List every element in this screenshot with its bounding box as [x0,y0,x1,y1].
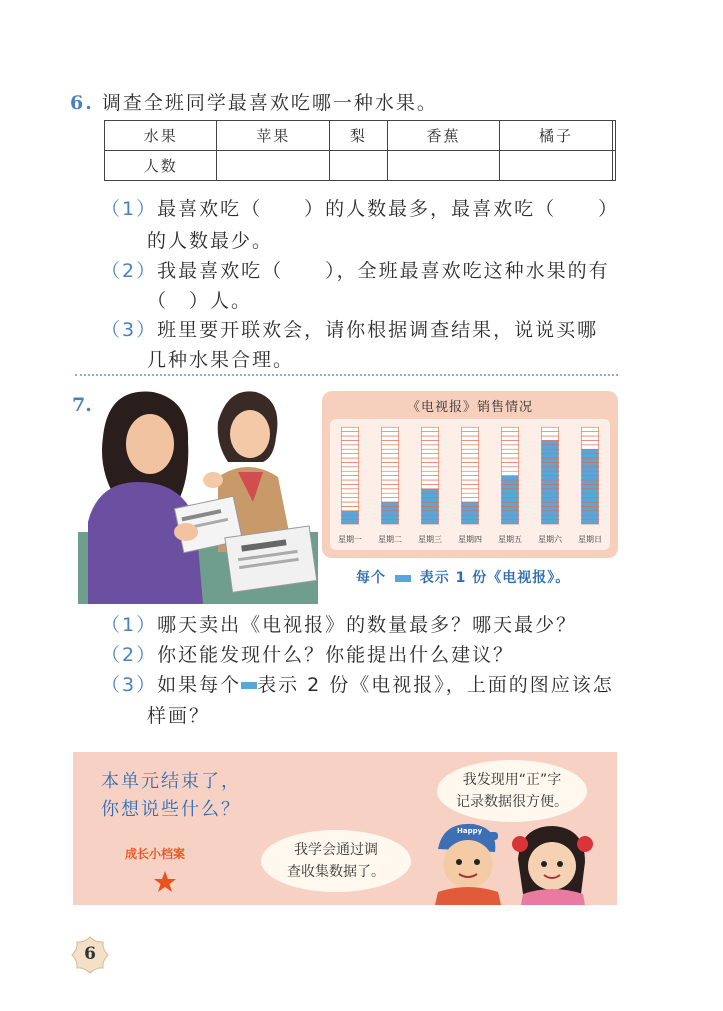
bar-cell-empty [502,445,519,449]
item-text: 我最喜欢吃（ ），全班最喜欢吃这种水果的有 [157,260,610,282]
bar-cell-filled [382,515,399,519]
item-text: 你还能发现什么？你能提出什么建议？ [157,644,515,666]
bar-cell-filled [502,476,519,480]
bar-cell-filled [502,484,519,488]
bar-cell-filled [542,502,559,506]
bar-cell-filled [502,506,519,510]
bar-cell-filled [342,515,359,519]
bubble-line: 查收集数据了。 [287,864,385,880]
bar-cell-empty [582,432,599,436]
speech-bubble-1 [437,760,587,822]
bar-cell-filled [502,520,519,524]
section-divider [75,374,618,376]
bar-cell-filled [582,480,599,484]
bar-cell-filled [582,476,599,480]
bar-cell-empty [382,471,399,475]
bar-cell-empty [502,458,519,462]
table-cell: 水果 [105,121,217,151]
legend-text-after: 表示 1 份《电视报》。 [419,570,571,586]
bubble-line: 我发现用“正”字 [462,772,562,788]
growth-file-label: 成长小档案 [125,847,186,861]
bar-cell-empty [502,449,519,453]
bar-星期二 [382,427,399,524]
bar-cell-filled [422,511,439,515]
bar-cell-empty [382,484,399,488]
q6-number: 6. [70,92,94,114]
bar-cell-filled [582,489,599,493]
bar-cell-empty [502,436,519,440]
people-illustration-icon [78,382,318,604]
bar-cell-filled [542,462,559,466]
q6-item-1 [101,194,619,221]
bar-cell-empty [462,480,479,484]
bar-cell-empty [422,484,439,488]
table-cell-empty[interactable] [329,151,387,181]
bar-cell-empty [542,432,559,436]
sales-chart [322,391,618,558]
bar-cell-filled [382,511,399,515]
chart-legend [356,567,570,587]
bar-cell-empty [382,462,399,466]
bar-cell-empty [502,440,519,444]
bar-cell-empty [422,436,439,440]
bar-chart-svg [330,419,610,550]
table-cell: 人数 [105,151,217,181]
q7-item-3-line2: 样画？ [147,705,211,727]
bar-cell-empty [462,449,479,453]
bar-cell-empty [382,454,399,458]
bar-cell-filled [342,511,359,515]
q7-item-3 [101,670,614,697]
bar-cell-filled [422,502,439,506]
bar-cell-empty [342,498,359,502]
bar-cell-empty [462,427,479,431]
bar-cell-filled [582,506,599,510]
item-text: 如果每个 [157,674,242,696]
bar-cell-empty [422,454,439,458]
bar-cell-empty [342,427,359,431]
bar-cell-empty [462,432,479,436]
bar-cell-filled [462,506,479,510]
children-illustration [413,814,613,905]
bar-cell-filled [422,515,439,519]
bar-cell-filled [502,498,519,502]
bar-cell-filled [542,498,559,502]
newspaper-vendor-illustration [78,382,318,604]
bar-cell-filled [462,511,479,515]
bar-cell-empty [582,436,599,440]
bar-cell-filled [502,515,519,519]
x-tick-label: 星期三 [418,535,442,544]
bar-cell-filled [382,506,399,510]
q6-heading [70,88,438,115]
bar-cell-filled [582,493,599,497]
q7-item-1 [101,610,577,637]
bar-cell-empty [382,449,399,453]
bar-cell-empty [502,454,519,458]
bar-cell-empty [342,493,359,497]
bar-cell-filled [542,458,559,462]
prompt-line: 本单元结束了， [101,771,241,792]
bar-cell-empty [462,445,479,449]
bar-cell-filled [582,511,599,515]
bar-cell-filled [542,480,559,484]
bar-cell-empty [462,489,479,493]
speech-bubble-2 [261,830,411,892]
bar-cell-empty [502,462,519,466]
chart-plot-area [330,419,610,550]
bar-星期三 [422,427,439,524]
bar-cell-empty [422,445,439,449]
table-cell: 苹果 [217,121,329,151]
bar-cell-filled [582,520,599,524]
bar-cell-empty [462,462,479,466]
table-row [105,151,616,181]
bar-cell-empty [422,462,439,466]
bar-cell-empty [422,480,439,484]
bar-cell-empty [542,436,559,440]
x-tick-label: 星期五 [498,535,522,544]
bar-cell-filled [582,498,599,502]
cap-text: Happy [457,827,483,835]
table-cell [612,121,615,151]
bar-cell-empty [462,484,479,488]
bar-cell-empty [382,436,399,440]
bar-cell-filled [542,449,559,453]
x-tick-label: 星期四 [458,535,482,544]
bar-cell-empty [342,480,359,484]
bar-cell-filled [542,445,559,449]
bar-cell-filled [462,502,479,506]
item-number: （3） [101,319,158,341]
bar-cell-filled [542,489,559,493]
bar-cell-filled [422,493,439,497]
bar-cell-filled [422,489,439,493]
bar-cell-empty [342,449,359,453]
table-cell-empty[interactable] [217,151,329,181]
bar-cell-filled [542,506,559,510]
bar-cell-filled [582,471,599,475]
bar-星期五 [502,427,519,524]
bar-cell-empty [542,427,559,431]
bar-cell-empty [342,458,359,462]
bar-cell-empty [342,471,359,475]
bar-星期四 [462,427,479,524]
x-tick-label: 星期六 [538,535,562,544]
bar-cell-empty [382,476,399,480]
bar-cell-empty [462,436,479,440]
bar-cell-filled [542,454,559,458]
bar-cell-empty [382,445,399,449]
bubble-line: 我学会通过调 [294,842,378,858]
bar-cell-empty [382,440,399,444]
bar-cell-empty [462,467,479,471]
bubble-line: 记录数据很方便。 [456,794,568,810]
item-number: （3） [101,674,158,696]
bar-cell-empty [382,498,399,502]
bar-cell-empty [582,440,599,444]
legend-cell-icon [395,575,411,582]
bar-cell-empty [462,498,479,502]
bar-星期日 [582,427,599,524]
page-number: 6 [84,944,96,964]
bar-cell-empty [422,440,439,444]
q6-title: 调查全班同学最喜欢吃哪一种水果。 [101,92,438,114]
bar-cell-empty [422,476,439,480]
fruit-survey-table [104,120,616,181]
table-cell: 梨 [329,121,387,151]
bar-cell-empty [342,462,359,466]
bar-cell-filled [462,515,479,519]
bar-cell-filled [422,498,439,502]
bar-cell-empty [342,454,359,458]
q6-item-1-line2: 的人数最少。 [147,230,274,252]
bar-cell-empty [382,493,399,497]
bar-cell-empty [382,432,399,436]
bar-cell-filled [542,440,559,444]
bar-cell-filled [582,454,599,458]
cell-icon [241,682,257,689]
children-icon [413,814,613,905]
bar-cell-empty [342,467,359,471]
bar-cell-empty [582,445,599,449]
bar-cell-empty [342,445,359,449]
prompt-line: 你想说些什么？ [101,799,241,820]
bar-cell-filled [542,471,559,475]
bar-cell-empty [462,458,479,462]
table-cell-empty[interactable] [612,151,615,181]
bar-cell-empty [422,471,439,475]
q6-item-3 [101,315,598,342]
table-cell-empty[interactable] [500,151,612,181]
bar-cell-empty [342,432,359,436]
star-icon [153,870,177,898]
bar-cell-filled [582,467,599,471]
q6-item-2-line2: （ ）人。 [147,290,253,312]
bar-cell-empty [382,458,399,462]
item-number: （1） [101,614,158,636]
bar-cell-filled [582,462,599,466]
bar-cell-empty [342,476,359,480]
item-number: （1） [101,198,158,220]
bar-cell-empty [502,427,519,431]
bar-cell-filled [502,493,519,497]
x-tick-label: 星期一 [338,535,362,544]
bar-cell-filled [502,502,519,506]
legend-text-before: 每个 [356,570,386,586]
bar-cell-empty [422,458,439,462]
bar-cell-filled [502,489,519,493]
bar-cell-filled [582,449,599,453]
bar-cell-filled [342,520,359,524]
q7-item-2 [101,640,514,667]
bar-cell-empty [382,480,399,484]
bar-cell-empty [382,489,399,493]
table-header-row [105,121,616,151]
bar-cell-filled [542,484,559,488]
item-text: 最喜欢吃（ ）的人数最多，最喜欢吃（ ） [157,198,620,220]
bar-cell-filled [542,511,559,515]
bar-星期一 [342,427,359,524]
bar-cell-filled [542,467,559,471]
bar-cell-empty [422,427,439,431]
bar-cell-empty [342,502,359,506]
bar-cell-filled [542,520,559,524]
x-tick-label: 星期日 [578,535,602,544]
bar-cell-filled [582,458,599,462]
bar-星期六 [542,427,559,524]
bar-cell-filled [582,502,599,506]
bar-cell-empty [462,493,479,497]
item-text: 班里要开联欢会，请你根据调查结果，说说买哪 [157,319,599,341]
bar-cell-empty [502,467,519,471]
bar-cell-empty [422,449,439,453]
bar-cell-empty [422,432,439,436]
bar-cell-empty [582,427,599,431]
bar-cell-empty [502,432,519,436]
bar-cell-filled [382,520,399,524]
q6-item-2 [101,256,610,283]
bar-cell-empty [342,436,359,440]
item-text: 哪天卖出《电视报》的数量最多？哪天最少？ [157,614,578,636]
chart-title: 《电视报》销售情况 [406,400,533,415]
bar-cell-empty [342,489,359,493]
bar-cell-filled [422,520,439,524]
bar-cell-empty [342,484,359,488]
bar-cell-empty [462,471,479,475]
q7-number: 7. [72,394,92,416]
page-number-badge [70,935,110,975]
bar-cell-filled [502,511,519,515]
table-cell: 橘子 [500,121,612,151]
bar-cell-filled [582,484,599,488]
bar-cell-empty [342,506,359,510]
x-tick-label: 星期二 [378,535,402,544]
summary-prompt [101,768,241,824]
bar-cell-empty [462,454,479,458]
bar-cell-filled [502,480,519,484]
item-text: 表示 2 份《电视报》，上面的图应该怎 [257,674,614,696]
bar-cell-filled [542,476,559,480]
bar-cell-empty [462,476,479,480]
item-number: （2） [101,644,158,666]
unit-summary-box [73,752,617,905]
bar-cell-filled [542,515,559,519]
bar-cell-empty [422,467,439,471]
q6-item-3-line2: 几种水果合理。 [147,349,295,371]
bar-cell-empty [502,471,519,475]
bar-cell-filled [382,502,399,506]
table-cell-empty[interactable] [387,151,499,181]
bar-cell-filled [422,506,439,510]
bar-cell-filled [542,493,559,497]
item-number: （2） [101,260,158,282]
table-cell: 香蕉 [387,121,499,151]
bar-cell-empty [382,427,399,431]
bar-cell-empty [382,467,399,471]
bar-cell-filled [582,515,599,519]
bar-cell-empty [462,440,479,444]
bar-cell-empty [342,440,359,444]
bar-cell-filled [462,520,479,524]
